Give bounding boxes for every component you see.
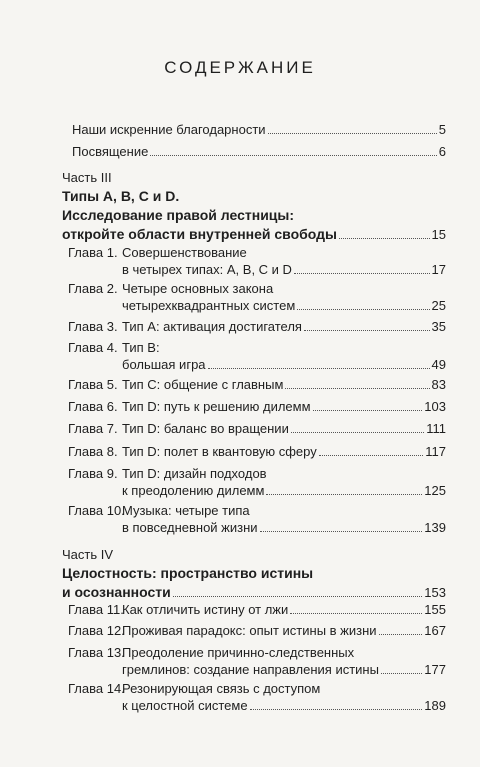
- dot-leader: [339, 238, 430, 239]
- toc-chapter: Глава 10. Музыка: четыре типа в повседневной жизни 139: [68, 503, 446, 535]
- toc-chapter: Глава 14. Резонирующая связь с доступом к целостной системе 189: [68, 681, 446, 713]
- part-title: Целостность: пространство истины и осознанности 153: [62, 565, 446, 600]
- dot-leader: [208, 368, 430, 369]
- dot-leader: [291, 432, 424, 433]
- toc-entry-dedication: Посвящение 6: [72, 144, 446, 159]
- dot-leader: [313, 410, 423, 411]
- part-title: Типы A, B, C и D. Исследование правой лестницы: откройте области внутренней свободы 15: [62, 188, 446, 242]
- toc-chapter: Глава 6. Тип D: путь к решению дилемм 103: [68, 399, 446, 414]
- toc-chapter: Глава 4. Тип B: большая игра 49: [68, 340, 446, 372]
- dot-leader: [260, 531, 423, 532]
- dot-leader: [294, 273, 430, 274]
- toc-chapter: Глава 8. Тип D: полет в квантовую сферу 117: [68, 444, 446, 459]
- toc-chapter: Глава 3. Тип A: активация достигателя 35: [68, 319, 446, 334]
- dot-leader: [297, 309, 429, 310]
- dot-leader: [268, 133, 437, 134]
- part-label: Часть IV: [62, 547, 114, 562]
- dot-leader: [379, 634, 423, 635]
- toc-chapter: Глава 12. Проживая парадокс: опыт истины в жизни 167: [68, 623, 446, 638]
- toc-entry-acknowledgements: Наши искренние благодарности 5: [72, 122, 446, 137]
- toc-chapter: Глава 13. Преодоление причинно-следственных гремлинов: создание направления истины 177: [68, 645, 446, 677]
- dot-leader: [173, 596, 423, 597]
- dot-leader: [319, 455, 424, 456]
- part-label: Часть III: [62, 170, 112, 185]
- page-title: СОДЕРЖАНИЕ: [164, 58, 316, 77]
- toc-chapter: Глава 1. Совершенствование в четырех типах: A, B, C и D 17: [68, 245, 446, 277]
- dot-leader: [290, 613, 422, 614]
- dot-leader: [381, 673, 422, 674]
- toc-chapter: Глава 7. Тип D: баланс во вращении 111: [68, 421, 446, 436]
- dot-leader: [285, 388, 429, 389]
- toc-chapter: Глава 9. Тип D: дизайн подходов к преодолению дилемм 125: [68, 466, 446, 498]
- dot-leader: [304, 330, 430, 331]
- toc-chapter: Глава 2. Четыре основных закона четырехквадрантных систем 25: [68, 281, 446, 313]
- dot-leader: [250, 709, 423, 710]
- toc-chapter: Глава 5. Тип C: общение с главным 83: [68, 377, 446, 392]
- dot-leader: [150, 155, 436, 156]
- toc-chapter: Глава 11. Как отличить истину от лжи 155: [68, 602, 446, 617]
- dot-leader: [266, 494, 422, 495]
